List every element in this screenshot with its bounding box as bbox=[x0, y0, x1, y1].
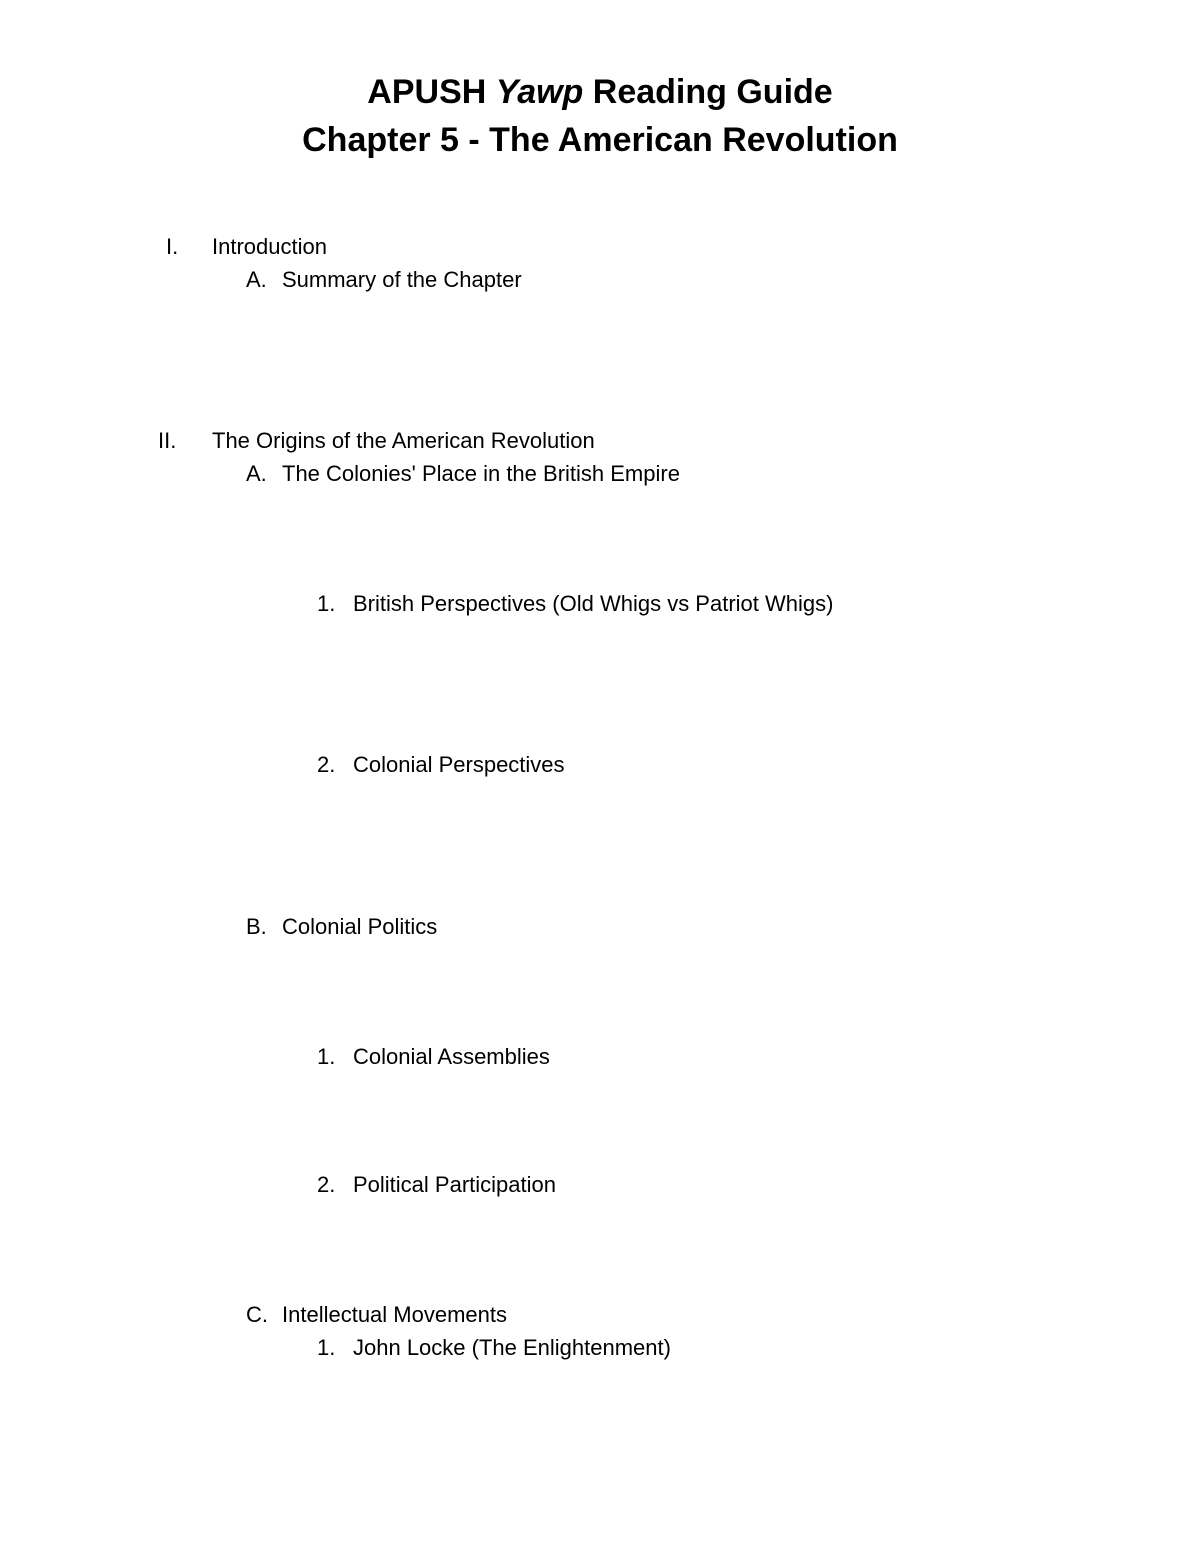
page-title bbox=[0, 72, 1200, 112]
outline-item-label: British Perspectives (Old Whigs vs Patriot Whigs) bbox=[353, 591, 834, 616]
title-prefix: APUSH bbox=[367, 73, 487, 111]
outline-subheading: The Colonies' Place in the British Empire bbox=[282, 461, 680, 486]
outline-heading: The Origins of the American Revolution bbox=[212, 428, 595, 453]
page-subtitle: Chapter 5 - The American Revolution bbox=[302, 121, 898, 159]
outline-subheading: Colonial Politics bbox=[282, 914, 438, 939]
outline-subheading: Intellectual Movements bbox=[282, 1302, 507, 1327]
outline-marker: A. bbox=[246, 267, 267, 292]
outline-heading: Introduction bbox=[212, 234, 327, 259]
outline-item-label: Colonial Perspectives bbox=[353, 752, 565, 777]
outline-marker: II. bbox=[158, 428, 177, 453]
outline-subheading: Summary of the Chapter bbox=[282, 267, 522, 292]
outline-item-label: John Locke (The Enlightenment) bbox=[353, 1335, 671, 1360]
outline-marker: 2. bbox=[317, 1172, 336, 1197]
outline-item-label: Political Participation bbox=[353, 1172, 556, 1197]
outline-item-label: Colonial Assemblies bbox=[353, 1044, 550, 1069]
outline-marker: I. bbox=[166, 234, 179, 259]
outline-marker: 1. bbox=[317, 1044, 336, 1069]
outline-marker: 2. bbox=[317, 752, 336, 777]
outline-marker: A. bbox=[246, 461, 267, 486]
title-italic: Yawp bbox=[495, 73, 584, 111]
outline-marker: C. bbox=[246, 1302, 268, 1327]
outline-marker: 1. bbox=[317, 591, 336, 616]
title-suffix: Reading Guide bbox=[592, 73, 833, 111]
outline-marker: 1. bbox=[317, 1335, 336, 1360]
outline-marker: B. bbox=[246, 914, 267, 939]
